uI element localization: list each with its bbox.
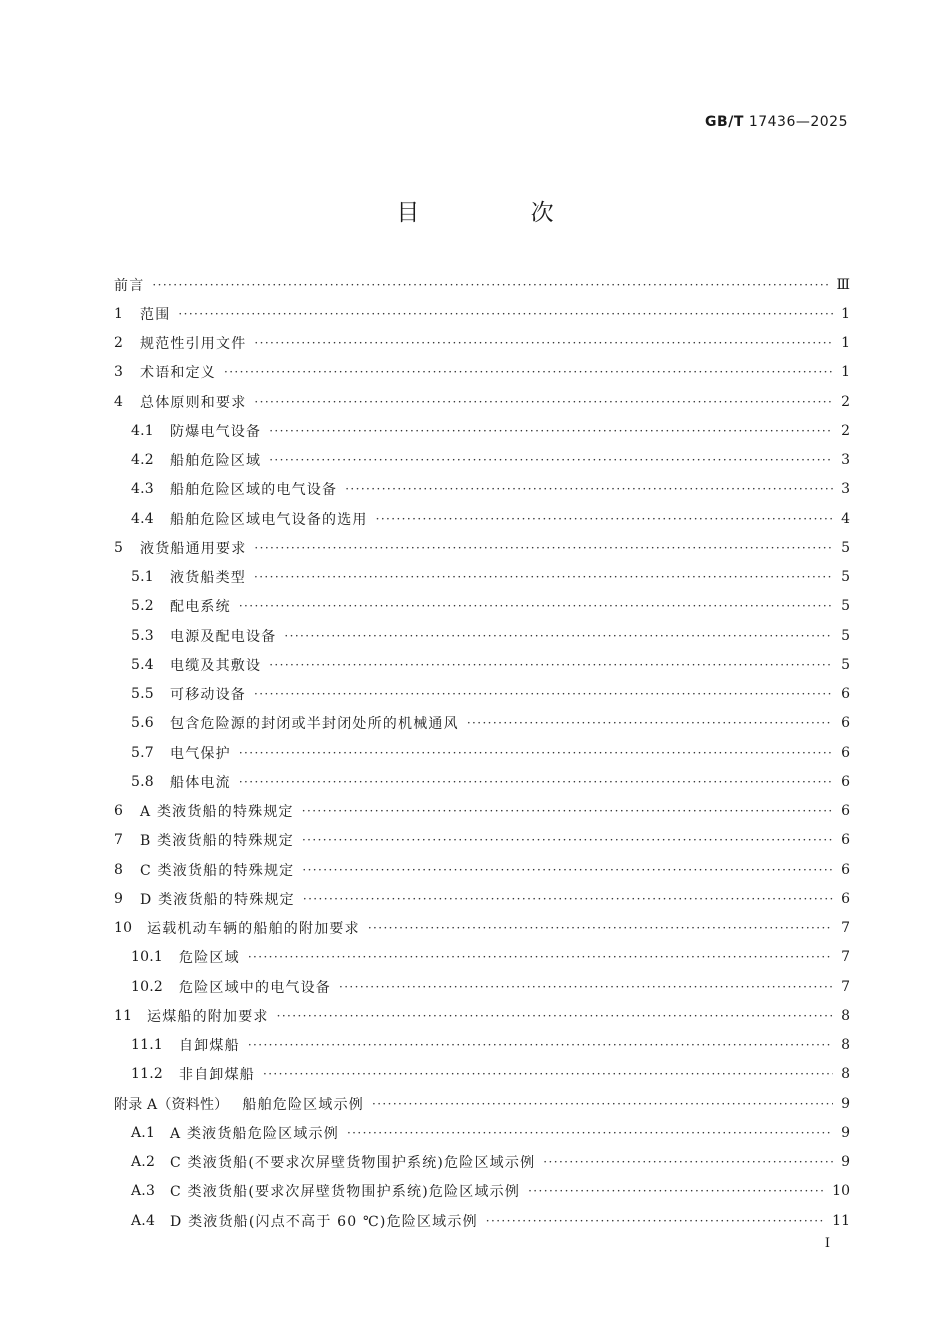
toc-entry-page: 8 <box>841 1037 850 1054</box>
toc-entry[interactable] <box>114 475 850 504</box>
toc-entry[interactable] <box>114 299 850 328</box>
toc-entry[interactable] <box>114 884 850 913</box>
toc-entry-number: 5.2 <box>131 598 154 615</box>
toc-entry-page: 7 <box>841 949 850 966</box>
toc-leader-dots <box>277 1009 833 1023</box>
toc-entry-page: 11 <box>832 1212 850 1229</box>
toc-leader-dots <box>528 1184 825 1198</box>
toc-entry-number: 8 <box>114 861 124 878</box>
toc-entry-number: 5.8 <box>131 773 154 790</box>
toc-entry-number: A.3 <box>131 1183 156 1200</box>
toc-entry[interactable] <box>114 592 850 621</box>
toc-leader-dots <box>284 629 833 643</box>
toc-entry-page: 6 <box>841 715 850 732</box>
toc-entry-title: 电源及配电设备 <box>170 628 277 645</box>
toc-entry[interactable] <box>114 738 850 767</box>
toc-entry-number: 4.2 <box>131 452 154 469</box>
toc-entry-number: 2 <box>114 335 124 352</box>
toc-entry[interactable] <box>114 1206 850 1235</box>
toc-leader-dots <box>224 365 833 379</box>
toc-leader-dots <box>152 278 829 292</box>
toc-entry-title: 船体电流 <box>170 774 231 791</box>
toc-entry[interactable] <box>114 826 850 855</box>
toc-entry[interactable] <box>114 797 850 826</box>
toc-leader-dots <box>254 395 833 409</box>
toc-entry-page: 6 <box>841 803 850 820</box>
toc-leader-dots <box>339 980 833 994</box>
toc-entry[interactable] <box>114 329 850 358</box>
toc-entry-page: 9 <box>841 1154 850 1171</box>
toc-entry[interactable] <box>114 767 850 796</box>
toc-entry-number: 5.1 <box>131 569 154 586</box>
toc-entry-title: 液货船通用要求 <box>140 540 247 557</box>
toc-entry[interactable] <box>114 1177 850 1206</box>
toc-entry-title: 运煤船的附加要求 <box>147 1008 269 1025</box>
toc-leader-dots <box>543 1155 833 1169</box>
toc-entry[interactable] <box>114 270 850 299</box>
toc-entry-page: 5 <box>841 598 850 615</box>
toc-entry-title: B 类液货船的特殊规定 <box>140 833 294 850</box>
toc-entry-title: A 类液货船危险区域示例 <box>170 1125 339 1142</box>
toc-entry-title: 非自卸煤船 <box>179 1067 255 1084</box>
toc-entry-title: 自卸煤船 <box>179 1038 240 1055</box>
toc-leader-dots <box>302 804 833 818</box>
toc-leader-dots <box>239 746 833 760</box>
toc-entry[interactable] <box>114 914 850 943</box>
toc-entry-title: 防爆电气设备 <box>170 423 262 440</box>
toc-leader-dots <box>248 950 833 964</box>
toc-entry-title: 电缆及其敷设 <box>170 657 262 674</box>
toc-entry-page: 3 <box>841 452 850 469</box>
toc-entry-number: 11 <box>114 1007 133 1024</box>
toc-entry-page: 10 <box>832 1183 850 1200</box>
toc-entry-page: 6 <box>841 773 850 790</box>
toc-entry[interactable] <box>114 855 850 884</box>
toc-leader-dots <box>254 687 833 701</box>
toc-entry-page: 5 <box>841 656 850 673</box>
toc-entry-page: 2 <box>841 393 850 410</box>
toc-entry-title: A 类液货船的特殊规定 <box>140 804 294 821</box>
toc-entry[interactable] <box>114 943 850 972</box>
toc-leader-dots <box>254 541 833 555</box>
toc-entry[interactable] <box>114 621 850 650</box>
toc-entry-title: 术语和定义 <box>140 365 216 382</box>
toc-entry-page: 9 <box>841 1095 850 1112</box>
toc-entry-page: 1 <box>841 305 850 322</box>
toc-entry-page: 7 <box>841 920 850 937</box>
toc-leader-dots <box>467 716 833 730</box>
toc-entry-title: 范围 <box>140 306 171 323</box>
toc-leader-dots <box>254 336 833 350</box>
toc-leader-dots <box>302 863 833 877</box>
toc-entry-page: 1 <box>841 335 850 352</box>
toc-leader-dots <box>254 570 833 584</box>
toc-entry[interactable] <box>114 1148 850 1177</box>
toc-entry-number: 5 <box>114 539 124 556</box>
toc-entry[interactable] <box>114 1060 850 1089</box>
toc-entry-number: 5.5 <box>131 686 154 703</box>
page-number: Ⅰ <box>824 1236 830 1251</box>
toc-entry-number: 3 <box>114 364 124 381</box>
toc-entry-page: 1 <box>841 364 850 381</box>
toc-entry-number: 6 <box>114 803 124 820</box>
toc-entry[interactable] <box>114 416 850 445</box>
toc-leader-dots <box>239 599 833 613</box>
toc-entry[interactable] <box>114 533 850 562</box>
toc-entry[interactable] <box>114 504 850 533</box>
toc-entry[interactable] <box>114 563 850 592</box>
toc-entry-title: 电气保护 <box>170 745 231 762</box>
toc-entry-title: 运载机动车辆的船舶的附加要求 <box>147 921 360 938</box>
toc-leader-dots <box>345 482 833 496</box>
toc-entry-number: 11.1 <box>131 1037 163 1054</box>
toc-entry-title: 危险区域 <box>179 950 240 967</box>
toc-entry-title: C 类液货船的特殊规定 <box>140 862 295 879</box>
toc-entry-page: 2 <box>841 422 850 439</box>
toc-entry-number: 11.2 <box>131 1066 163 1083</box>
toc-entry-number: 5.6 <box>131 715 154 732</box>
toc-entry-page: Ⅲ <box>836 276 850 293</box>
toc-entry-title: 船舶危险区域的电气设备 <box>170 482 338 499</box>
toc-entry[interactable] <box>114 358 850 387</box>
toc-entry-page: 7 <box>841 978 850 995</box>
toc-entry-title: D 类液货船(闪点不高于 60 ℃)危险区域示例 <box>170 1213 478 1230</box>
toc-entry[interactable] <box>114 972 850 1001</box>
toc-entry-title: C 类液货船(不要求次屏壁货物围护系统)危险区域示例 <box>170 1155 536 1172</box>
toc-entry-page: 6 <box>841 832 850 849</box>
toc-entry[interactable] <box>114 1118 850 1147</box>
toc-entry[interactable] <box>114 680 850 709</box>
toc-entry-page: 6 <box>841 686 850 703</box>
toc-entry-number: 10.2 <box>131 978 163 995</box>
toc-entry-number: 7 <box>114 832 124 849</box>
toc-entry[interactable] <box>114 709 850 738</box>
toc-entry-number: 1 <box>114 305 124 322</box>
toc-entry-title: C 类液货船(要求次屏壁货物围护系统)危险区域示例 <box>170 1184 521 1201</box>
toc-entry-title: 液货船类型 <box>170 570 246 587</box>
toc-leader-dots <box>263 1067 833 1081</box>
toc-leader-dots <box>347 1126 833 1140</box>
toc-entry-number: A.4 <box>131 1212 156 1229</box>
toc-entry-title: 可移动设备 <box>170 687 246 704</box>
toc-entry[interactable] <box>114 1089 850 1118</box>
toc-entry-title: 船舶危险区域示例 <box>242 1096 364 1113</box>
toc-leader-dots <box>372 1097 833 1111</box>
toc-leader-dots <box>248 1038 833 1052</box>
toc-entry-page: 9 <box>841 1124 850 1141</box>
toc-entry-number: 5.4 <box>131 656 154 673</box>
toc-entry-title: 规范性引用文件 <box>140 336 247 353</box>
toc-leader-dots <box>269 453 833 467</box>
toc-entry-title: 前言 <box>114 277 145 294</box>
toc-entry[interactable] <box>114 1001 850 1030</box>
toc-entry-title: 危险区域中的电气设备 <box>179 979 331 996</box>
toc-entry-number: 附录 A（资料性） <box>114 1096 229 1113</box>
toc-leader-dots <box>239 775 833 789</box>
toc-entry-title: 总体原则和要求 <box>140 394 247 411</box>
toc-leader-dots <box>303 892 833 906</box>
toc-entry-page: 4 <box>841 510 850 527</box>
toc-leader-dots <box>376 512 833 526</box>
toc-title: 目 次 <box>396 200 606 226</box>
toc-entry-number: 4.1 <box>131 422 154 439</box>
toc-entry-page: 6 <box>841 861 850 878</box>
toc-leader-dots <box>486 1214 825 1228</box>
toc-entry-page: 6 <box>841 744 850 761</box>
toc-entry-number: 4.4 <box>131 510 154 527</box>
toc-entry-number: 5.3 <box>131 627 154 644</box>
toc-entry-number: 9 <box>114 890 124 907</box>
toc-leader-dots <box>302 833 833 847</box>
toc-leader-dots <box>368 921 833 935</box>
toc-entry-page: 5 <box>841 627 850 644</box>
toc-entry[interactable] <box>114 1031 850 1060</box>
toc-entry-page: 3 <box>841 481 850 498</box>
standard-prefix: GB/T <box>705 114 744 130</box>
toc-entry-title: 船舶危险区域电气设备的选用 <box>170 511 368 528</box>
toc-entry-title: 船舶危险区域 <box>170 453 262 470</box>
toc-entry-number: 10.1 <box>131 949 163 966</box>
toc-entry-title: D 类液货船的特殊规定 <box>140 891 295 908</box>
toc-entry[interactable] <box>114 446 850 475</box>
toc-entry-title: 配电系统 <box>170 599 231 616</box>
toc-entry-number: 10 <box>114 920 133 937</box>
toc-entry[interactable] <box>114 387 850 416</box>
toc-entry-number: A.2 <box>131 1154 156 1171</box>
standard-code <box>705 114 848 130</box>
toc-entry-title: 包含危险源的封闭或半封闭处所的机械通风 <box>170 716 459 733</box>
toc-leader-dots <box>269 658 833 672</box>
toc-entry-number: 4 <box>114 393 124 410</box>
standard-number: 17436—2025 <box>748 114 848 130</box>
toc-leader-dots <box>269 424 833 438</box>
table-of-contents <box>114 270 850 1235</box>
toc-entry[interactable] <box>114 650 850 679</box>
toc-entry-number: 4.3 <box>131 481 154 498</box>
toc-leader-dots <box>178 307 833 321</box>
toc-entry-page: 6 <box>841 890 850 907</box>
toc-entry-page: 8 <box>841 1066 850 1083</box>
toc-entry-number: 5.7 <box>131 744 154 761</box>
toc-entry-page: 8 <box>841 1007 850 1024</box>
toc-entry-number: A.1 <box>131 1124 156 1141</box>
toc-entry-page: 5 <box>841 569 850 586</box>
toc-entry-page: 5 <box>841 539 850 556</box>
